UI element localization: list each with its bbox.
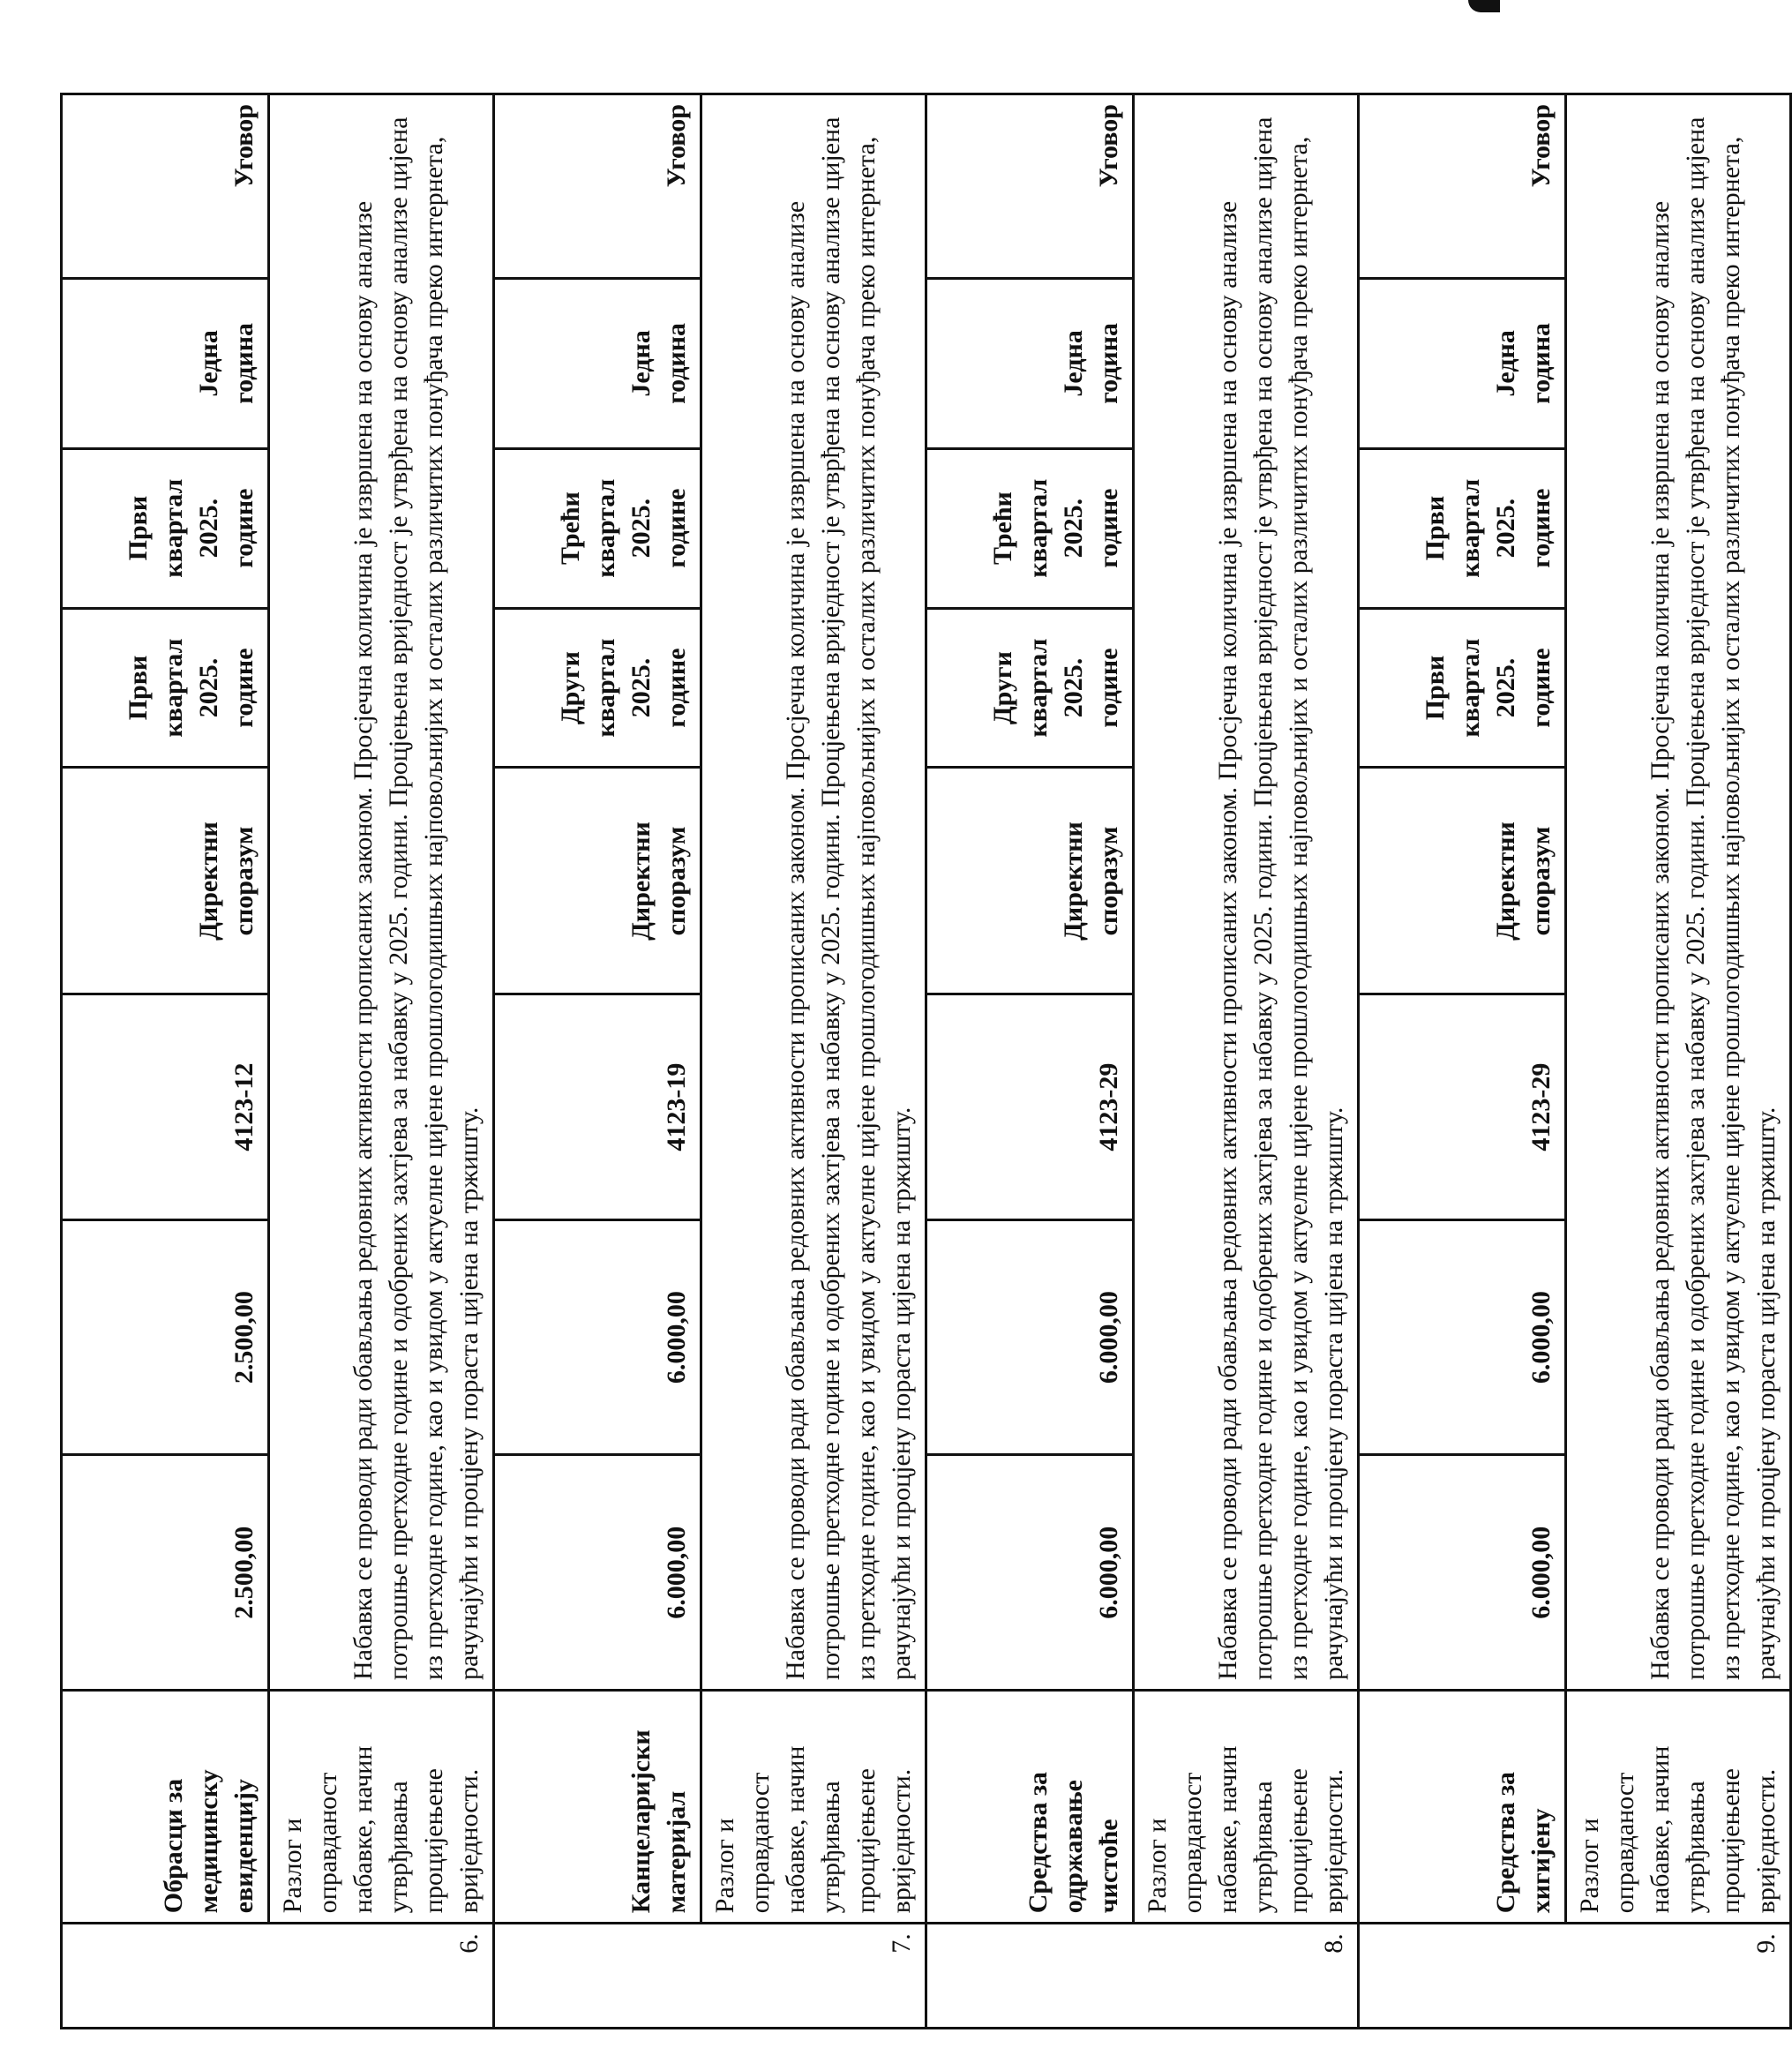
contract-period: Први квартал 2025. године [1359, 448, 1566, 608]
table-row [494, 94, 701, 2029]
item-name: Канцеларијски материјал [494, 1690, 701, 1923]
row-number: 7. [494, 1924, 926, 2029]
procedure-type: Директни споразум [1359, 768, 1566, 994]
contract-period: Трећи квартал 2025. године [926, 448, 1134, 608]
contract-type: Уговор [62, 94, 269, 279]
reason-label: Разлог и оправданост набавке, начин утврђивања процијењене вриједности. [701, 1690, 926, 1923]
planned-value: 2.500,00 [62, 1219, 269, 1455]
procedure-type: Директни споразум [926, 768, 1134, 994]
item-name: Обрасци за медицинску евиденцију [62, 1690, 269, 1923]
planned-value: 6.000,00 [1359, 1219, 1566, 1455]
table-row-reason [701, 94, 926, 2029]
estimated-value: 6.000,00 [1359, 1455, 1566, 1691]
duration: Једна година [926, 279, 1134, 449]
contract-type: Уговор [926, 94, 1134, 279]
row-number: 6. [62, 1924, 494, 2029]
start-period: Други квартал 2025. године [494, 608, 701, 768]
item-name: Средства за одржавање чистоће [926, 1690, 1134, 1923]
reason-label: Разлог и оправданост набавке, начин утврђивања процијењене вриједности. [269, 1690, 494, 1923]
item-name: Средства за хигијену [1359, 1690, 1566, 1923]
estimated-value: 6.000,00 [926, 1455, 1134, 1691]
estimated-value: 6.000,00 [494, 1455, 701, 1691]
budget-code: 4123-29 [926, 994, 1134, 1219]
procedure-type: Директни споразум [494, 768, 701, 994]
reason-text: Набавка се проводи ради обављања редовних активности прописаних законом. Просјечна количина је извршена на основу анализе потрошње претходне године и одобрених захтјева за набавку у 2025. години. Процјењена вриједност је утврђена на основу анализе цијена из претходне године, као и увидом у актуелне цијене прошлогодишњих најповољнијих и осталих различитих понуђача преко интернета, рачунајући и процјену пораста цијена на тржишту. [1134, 94, 1359, 1691]
duration: Једна година [62, 279, 269, 449]
row-number: 8. [926, 1924, 1359, 2029]
table-row [62, 94, 269, 2029]
table-row [1359, 94, 1566, 2029]
budget-code: 4123-19 [494, 994, 701, 1219]
start-period: Први квартал 2025. године [62, 608, 269, 768]
table-row-reason [1134, 94, 1359, 2029]
row-number: 9. [1359, 1924, 1791, 2029]
contract-type: Уговор [1359, 94, 1566, 279]
budget-code: 4123-29 [1359, 994, 1566, 1219]
planned-value: 6.000,00 [926, 1219, 1134, 1455]
reason-text: Набавка се проводи ради обављања редовних активности прописаних законом. Просјечна количина је извршена на основу анализе потрошње претходне године и одобрених захтјева за набавку у 2025. години. Процјењена вриједност је утврђена на основу анализе цијена из претходне године, као и увидом у актуелне цијене прошлогодишњих најповољнијих и осталих различитих понуђача преко интернета, рачунајући и процјену пораста цијена на тржишту. [701, 94, 926, 1691]
duration: Једна година [1359, 279, 1566, 449]
table-row [926, 94, 1134, 2029]
start-period: Други квартал 2025. године [926, 608, 1134, 768]
table-row-reason [1566, 94, 1791, 2029]
reason-label: Разлог и оправданост набавке, начин утврђивања процијењене вриједности. [1566, 1690, 1791, 1923]
reason-text: Набавка се проводи ради обављања редовних активности прописаних законом. Просјечна количина је извршена на основу анализе потрошње претходне године и одобрених захтјева за набавку у 2025. години. Процјењена вриједност је утврђена на основу анализе цијена из претходне године, као и увидом у актуелне цијене прошлогодишњих најповољнијих и осталих различитих понуђача преко интернета, рачунајући и процјену пораста цијена на тржишту. [1566, 94, 1791, 1691]
procedure-type: Директни споразум [62, 768, 269, 994]
estimated-value: 2.500,00 [62, 1455, 269, 1691]
procurement-plan-table [60, 93, 1792, 2029]
reason-label: Разлог и оправданост набавке, начин утврђивања процијењене вриједности. [1134, 1690, 1359, 1923]
contract-type: Уговор [494, 94, 701, 279]
contract-period: Трећи квартал 2025. године [494, 448, 701, 608]
contract-period: Први квартал 2025. године [62, 448, 269, 608]
table-row-reason [269, 94, 494, 2029]
budget-code: 4123-12 [62, 994, 269, 1219]
planned-value: 6.000,00 [494, 1219, 701, 1455]
reason-text: Набавка се проводи ради обављања редовних активности прописаних законом. Просјечна количина је извршена на основу анализе потрошње претходне године и одобрених захтјева за набавку у 2025. години. Процјењена вриједност је утврђена на основу анализе цијена из претходне године, као и увидом у актуелне цијене прошлогодишњих најповољнијих и осталих различитих понуђача преко интернета, рачунајући и процјену пораста цијена на тржишту. [269, 94, 494, 1691]
start-period: Први квартал 2025. године [1359, 608, 1566, 768]
duration: Једна година [494, 279, 701, 449]
